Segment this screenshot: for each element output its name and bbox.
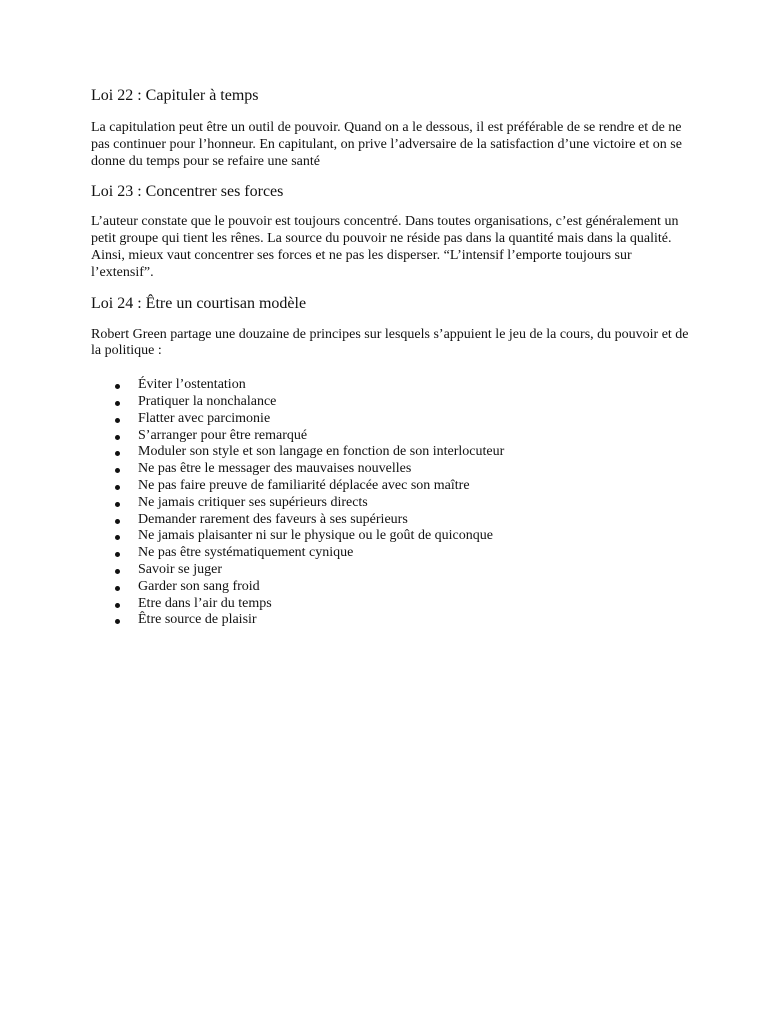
bullet-icon [115,535,120,540]
list-item [91,612,691,629]
bullet-icon [115,401,120,406]
section-paragraph-loi-22: La capitulation peut être un outil de pouvoir. Quand on a le dessous, il est préférable de se rendre et de ne pas continuer pour l’honneur. En capitulant, on prive l’adversaire de la satisfaction d’une victoire et on se donne du temps pour se refaire une santé [91,120,682,169]
list-item [91,528,691,545]
bullet-icon [115,418,120,423]
bullet-icon [115,502,120,507]
list-item [91,545,691,562]
list-item-text: Ne jamais critiquer ses supérieurs directs [138,494,368,510]
bullet-icon [115,569,120,574]
list-item-text: Demander rarement des faveurs à ses supérieurs [138,511,408,527]
section-paragraph-loi-23: L’auteur constate que le pouvoir est toujours concentré. Dans toutes organisations, c’est généralement un petit groupe qui tient les rênes. La source du pouvoir ne réside pas dans la quantité mais dans la qualité. Ainsi, mieux vaut concentrer ses forces et ne pas les disperser. “L’intensif l’emporte toujours sur l’extensif”. [91,214,679,280]
list-item-text: Pratiquer la nonchalance [138,393,277,409]
document-page [91,86,691,629]
list-item-text: Ne pas faire preuve de familiarité déplacée avec son maître [138,477,470,493]
section-heading-loi-23: Loi 23 : Concentrer ses forces [91,183,284,201]
list-item [91,478,691,495]
bullet-icon [115,384,120,389]
section-paragraph-loi-24: Robert Green partage une douzaine de principes sur lesquels s’appuient le jeu de la cours, du pouvoir et de la politique : [91,326,689,359]
list-item-text: Savoir se juger [138,561,222,577]
list-item-text: Moduler son style et son langage en fonction de son interlocuteur [138,444,505,460]
list-item [91,579,691,596]
list-item-text: Garder son sang froid [138,578,260,594]
list-item-text: S’arranger pour être remarqué [138,427,308,443]
courtier-principles-list [91,377,691,629]
list-item-text: Être source de plaisir [138,612,257,628]
list-item-text: Éviter l’ostentation [138,377,246,393]
list-item [91,411,691,428]
list-item [91,596,691,613]
bullet-icon [115,619,120,624]
bullet-icon [115,552,120,557]
list-item [91,428,691,445]
bullet-icon [115,468,120,473]
bullet-icon [115,435,120,440]
list-item [91,377,691,394]
list-item-text: Ne pas être le messager des mauvaises nouvelles [138,461,412,477]
list-item [91,394,691,411]
bullet-icon [115,451,120,456]
list-item [91,495,691,512]
list-item [91,444,691,461]
list-item [91,461,691,478]
list-item [91,562,691,579]
list-item-text: Ne jamais plaisanter ni sur le physique ou le goût de quiconque [138,528,493,544]
section-heading-loi-22: Loi 22 : Capituler à temps [91,87,259,104]
list-item-text: Ne pas être systématiquement cynique [138,545,354,561]
list-item [91,512,691,529]
bullet-icon [115,519,120,524]
bullet-icon [115,586,120,591]
bullet-icon [115,485,120,490]
section-heading-loi-24: Loi 24 : Être un courtisan modèle [91,294,307,312]
list-item-text: Etre dans l’air du temps [138,595,272,611]
bullet-icon [115,603,120,608]
list-item-text: Flatter avec parcimonie [138,410,271,426]
